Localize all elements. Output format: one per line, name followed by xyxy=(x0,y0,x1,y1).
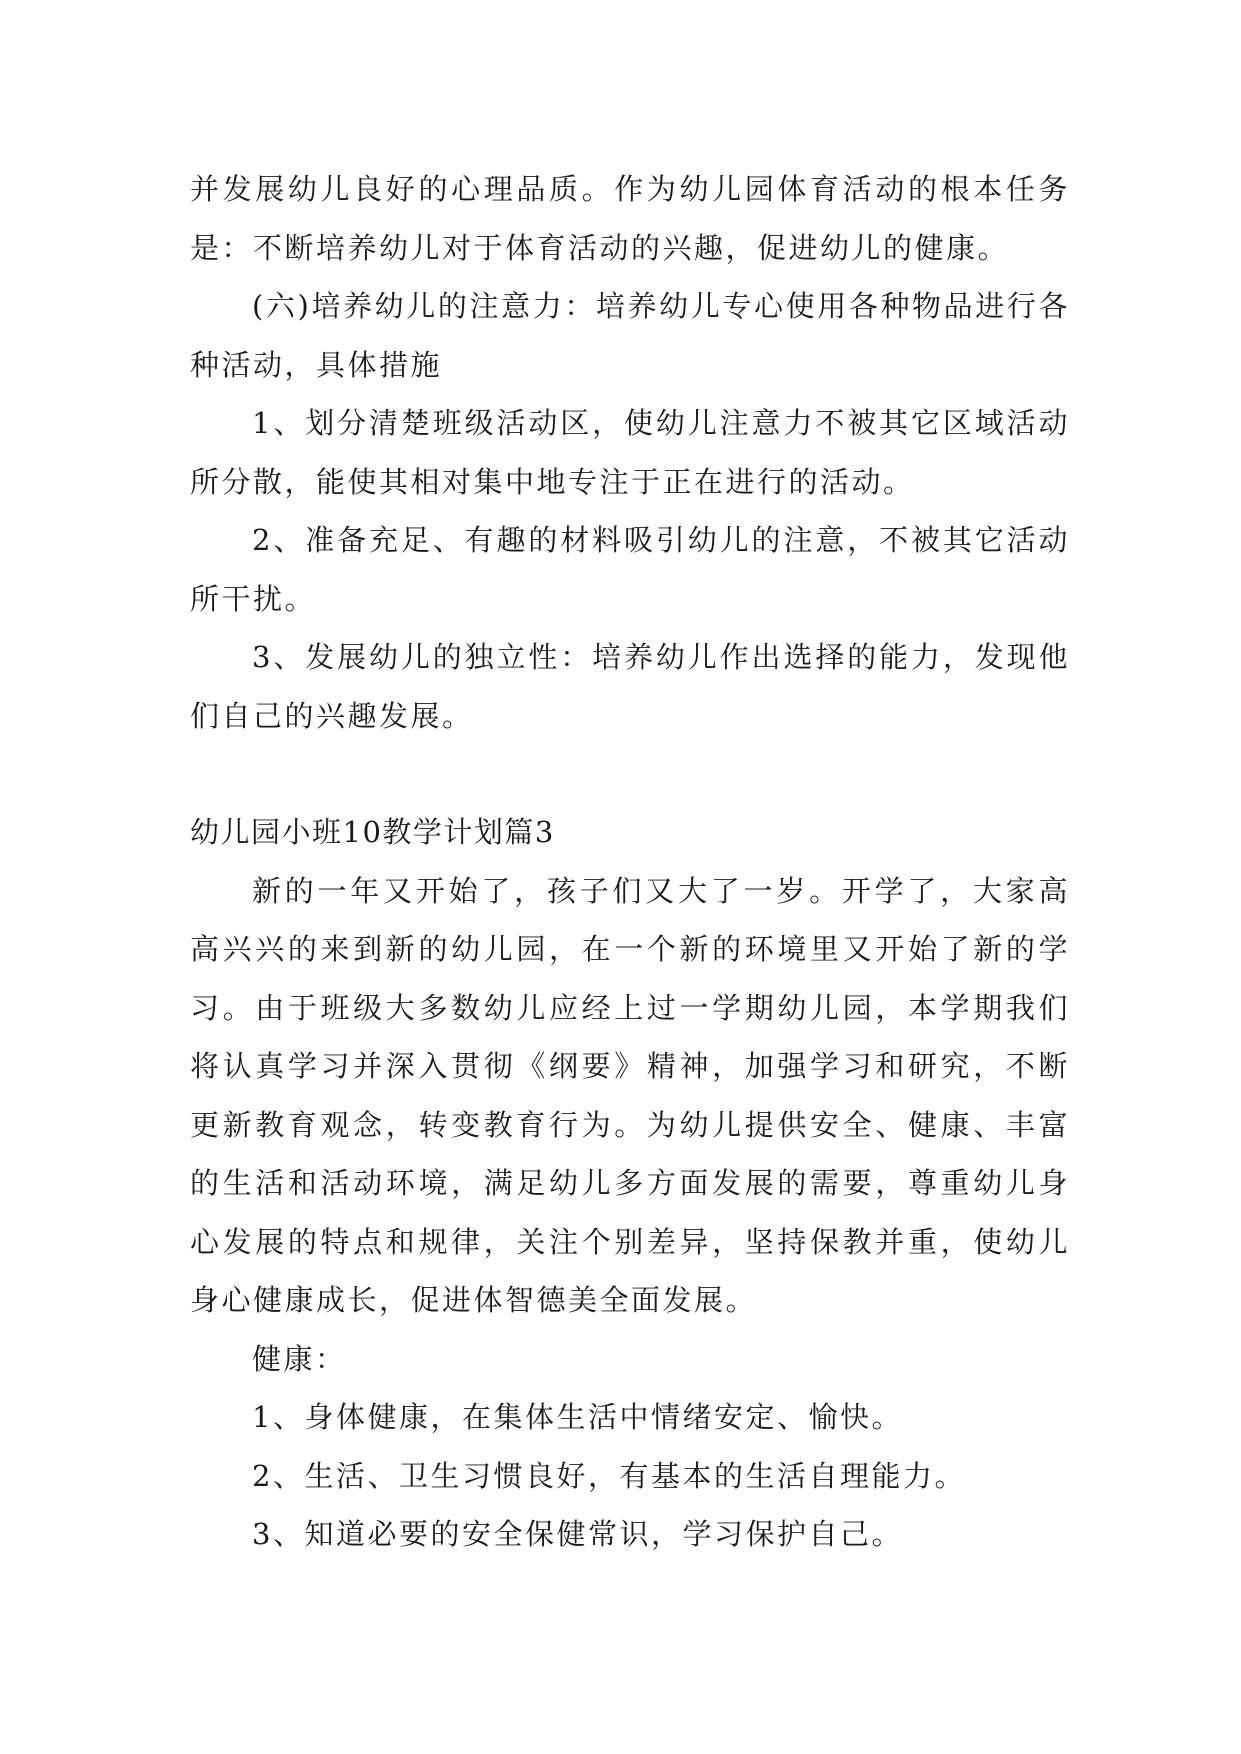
document-body xyxy=(190,160,1070,1564)
section-gap xyxy=(190,745,1070,803)
list-item-health-2: 2、生活、卫生习惯良好，有基本的生活自理能力。 xyxy=(252,1458,966,1493)
paragraph-continuation: 并发展幼儿良好的心理品质。作为幼儿园体育活动的根本任务是：不断培养幼儿对于体育活动的兴趣，促进幼儿的健康。 xyxy=(190,172,1070,265)
paragraph-intro: 新的一年又开始了，孩子们又大了一岁。开学了，大家高高兴兴的来到新的幼儿园，在一个新的环境里又开始了新的学习。由于班级大多数幼儿应经上过一学期幼儿园，本学期我们将认真学习并深入贯彻《纲要》精神，加强学习和研究，不断更新教育观念，转变教育行为。为幼儿提供安全、健康、丰富的生活和活动环境，满足幼儿多方面发展的需要，尊重幼儿身心发展的特点和规律，关注个别差异，坚持保教并重，使幼儿身心健康成长，促进体智德美全面发展。 xyxy=(190,873,1070,1317)
list-item-health-3: 3、知道必要的安全保健常识，学习保护自己。 xyxy=(252,1517,903,1551)
paragraph-attention: (六)培养幼儿的注意力：培养幼儿专心使用各种物品进行各种活动，具体措施 xyxy=(190,289,1070,382)
list-item-health-1: 1、身体健康，在集体生活中情绪安定、愉快。 xyxy=(252,1400,903,1434)
list-item-measure-3: 3、发展幼儿的独立性：培养幼儿作出选择的能力，发现他们自己的兴趣发展。 xyxy=(190,640,1070,733)
section-heading: 幼儿园小班10教学计划篇3 xyxy=(190,815,555,849)
list-item-measure-1: 1、划分清楚班级活动区，使幼儿注意力不被其它区域活动所分散，能使其相对集中地专注于正在进行的活动。 xyxy=(190,406,1070,499)
health-label: 健康： xyxy=(252,1341,347,1376)
list-item-measure-2: 2、准备充足、有趣的材料吸引幼儿的注意，不被其它活动所干扰。 xyxy=(190,523,1070,616)
